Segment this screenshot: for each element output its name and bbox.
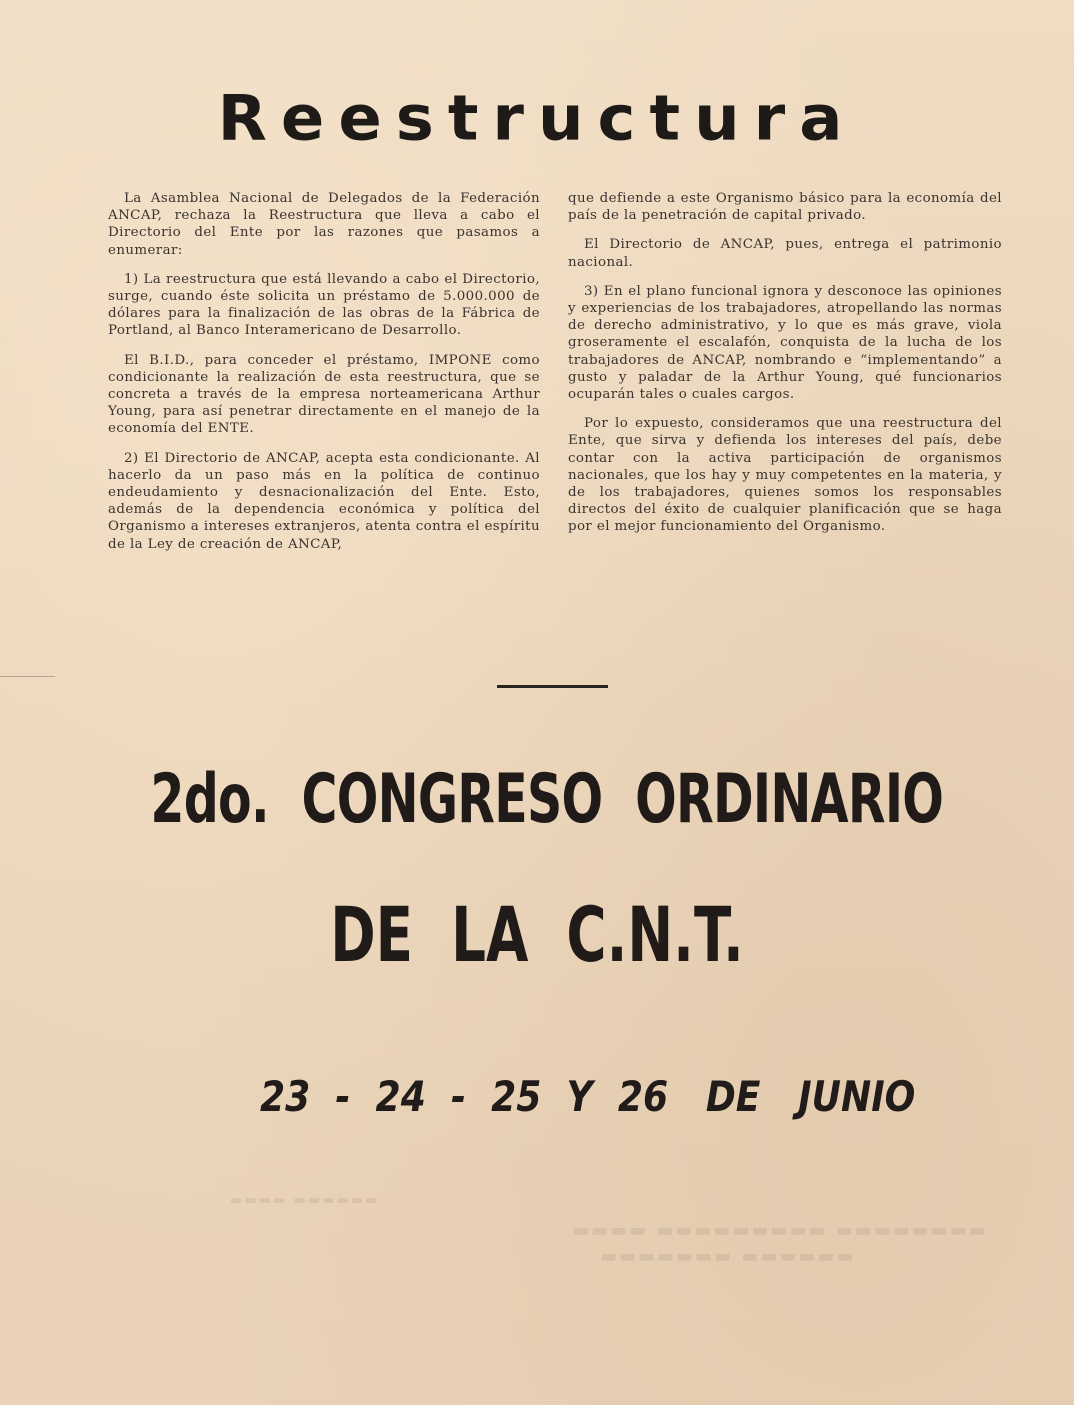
- right-column: [568, 190, 1002, 548]
- congress-dates: 23 - 24 - 25 Y 26 DE JUNIO: [260, 1072, 916, 1121]
- left-column: [108, 190, 540, 565]
- paragraph: 3) En el plano funcional ignora y desconoce las opiniones y experiencias de los trabajadores, atropellando las normas de derecho administrativo, y lo que es más grave, viola groseramente el escalafón, conquista de la lucha de los trabajadores de ANCAP, nombrando e “implementando” a gusto y paladar de la Arthur Young, qué funcionarios ocuparán tales o cuales cargos.: [568, 283, 1002, 403]
- paragraph: que defiende a este Organismo básico para la economía del país de la penetración de capital privado.: [568, 191, 1002, 224]
- paragraph: El Directorio de ANCAP, pues, entrega el patrimonio nacional.: [568, 237, 1002, 270]
- bleed-through-text: ▬▬▬▬ ▬▬▬▬▬▬: [230, 1193, 380, 1208]
- bleed-through-text: ▬▬▬▬ ▬▬▬▬▬▬▬▬▬ ▬▬▬▬▬▬▬▬: [572, 1220, 988, 1241]
- paragraph: La Asamblea Nacional de Delegados de la Federación ANCAP, rechaza la Reestructura que lleva a cabo el Directorio del Ente por las razones que pasamos a enumerar:: [108, 191, 540, 258]
- paragraph: Por lo expuesto, consideramos que una reestructura del Ente, que sirva y defienda los intereses del país, debe contar con la activa participación de organismos nacionales, que los hay y muy competentes en la materia, y de los trabajadores, quienes somos los responsables directos del éxito de cualquier planificación que se haga por el mejor funcionamiento del Organismo.: [568, 416, 1002, 535]
- paper-crease: [0, 676, 55, 677]
- congress-heading-line1: 2do. CONGRESO ORDINARIO: [150, 760, 944, 839]
- paragraph: 1) La reestructura que está llevando a cabo el Directorio, surge, cuando éste solicita un préstamo de 5.000.000 de dólares para la finalización de las obras de la Fábrica de Portland, al Banco Interamericano de Desarrollo.: [108, 271, 540, 339]
- bleed-through-text: ▬▬▬▬▬▬▬ ▬▬▬▬▬▬: [600, 1246, 856, 1267]
- paragraph: El B.I.D., para conceder el préstamo, IMPONE como condicionante la realización de esta reestructura, que se concreta a través de la empresa norteamericana Arthur Young, para así penetrar directamente en el manejo de la economía del ENTE.: [108, 352, 540, 437]
- section-divider: [497, 685, 608, 688]
- page-title: Reestructura: [217, 82, 857, 156]
- congress-heading-line2: DE LA C.N.T.: [330, 890, 744, 979]
- paragraph: 2) El Directorio de ANCAP, acepta esta condicionante. Al hacerlo da un paso más en la política de continuo endeudamiento y desnacionalización del Ente. Esto, además de la dependencia económica y política del Organismo a intereses extranjeros, atenta contra el espíritu de la Ley de creación de ANCAP,: [108, 450, 540, 552]
